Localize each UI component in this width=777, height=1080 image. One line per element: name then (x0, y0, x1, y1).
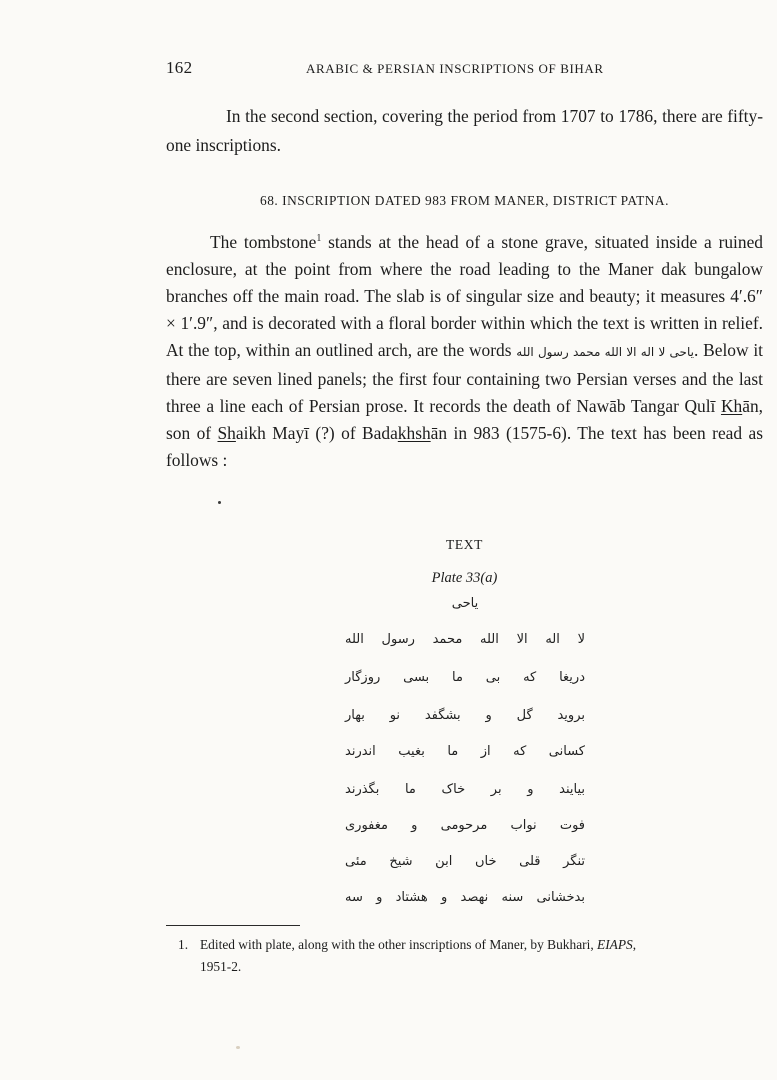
body-text-a: The tombstone (210, 232, 317, 252)
inscription-line: فوت نواب مرحومی و مغفوری (345, 818, 585, 833)
text-heading: TEXT (446, 537, 483, 552)
body-text-sh-rest: aikh Mayī (?) of Bada (235, 423, 398, 443)
ink-speck (218, 501, 221, 504)
page-number: 162 (166, 58, 193, 77)
inscription-line: کسانی که از ما بغیب اندرند (345, 744, 585, 759)
footnote-reference: 1 (316, 233, 322, 245)
footnote-text-a: Edited with plate, along with the other inscriptions of Maner, by Bukhari, (200, 937, 598, 952)
body-text-b: stands at the head of a stone grave, situated inside a ruined enclosure, at the point from where the road leading to the Maner dak bungalow branches off the main road. The slab is of singular size and beauty; it measures 4′.6″ × 1′.9″, and is decorated with a floral border within which the text is written in relief. At the top, within an outlined arch, are the words (166, 232, 764, 360)
footnote-number: 1. (178, 937, 189, 952)
footnote-year: 1951-2. (200, 959, 242, 974)
inline-arabic-invocation: یاحی لا اله الا الله محمد رسول الله (516, 345, 694, 359)
inscription-line: بیایند و بر خاک ما بگذرند (345, 782, 585, 797)
intro-paragraph: In the second section, covering the period from 1707 to 1786, there are fifty-one inscriptions. (166, 106, 763, 155)
transliteration-kh: Kh (720, 396, 743, 416)
running-header (166, 58, 762, 82)
inscription-line: دریغا که بی ما بسی روزگار (345, 670, 585, 685)
body-text-d: ān in 983 (1575-6). The text has been read as follows : (166, 423, 763, 470)
inscription-line: یاحی (451, 596, 479, 611)
footnote-text-b: , (632, 937, 637, 952)
inscription-line: تنگر قلی خاں ابن شیخ مئی (345, 854, 585, 869)
section-heading: 68. INSCRIPTION DATED 983 FROM MANER, DISTRICT PATNA. (260, 193, 669, 208)
footnote (178, 934, 766, 978)
inscription-line: بروید گل و بشگفد نو بهار (345, 708, 585, 723)
body-text-kh1-rest: ān, son of (166, 396, 763, 443)
paper-mark (236, 1046, 240, 1049)
body-text-c: . Below it there are seven lined panels; the first four containing two Persian verses and the last three a line each of Persian prose. It records the death of Nawāb Tangar Qulī (166, 340, 763, 416)
plate-label: Plate 33(a) (431, 570, 498, 586)
footnote-rule (166, 925, 300, 926)
inscription-line: بدخشانی سنه نهصد و هشتاد و سه (345, 890, 585, 905)
body-paragraph (166, 229, 763, 474)
transliteration-sh: Sh (217, 423, 236, 443)
running-title: ARABIC & PERSIAN INSCRIPTIONS OF BIHAR (306, 61, 604, 76)
footnote-journal: EIAPS (597, 937, 633, 952)
inscription-line: لا اله الا الله محمد رسول الله (345, 632, 585, 647)
transliteration-khsh: khsh (397, 423, 431, 443)
